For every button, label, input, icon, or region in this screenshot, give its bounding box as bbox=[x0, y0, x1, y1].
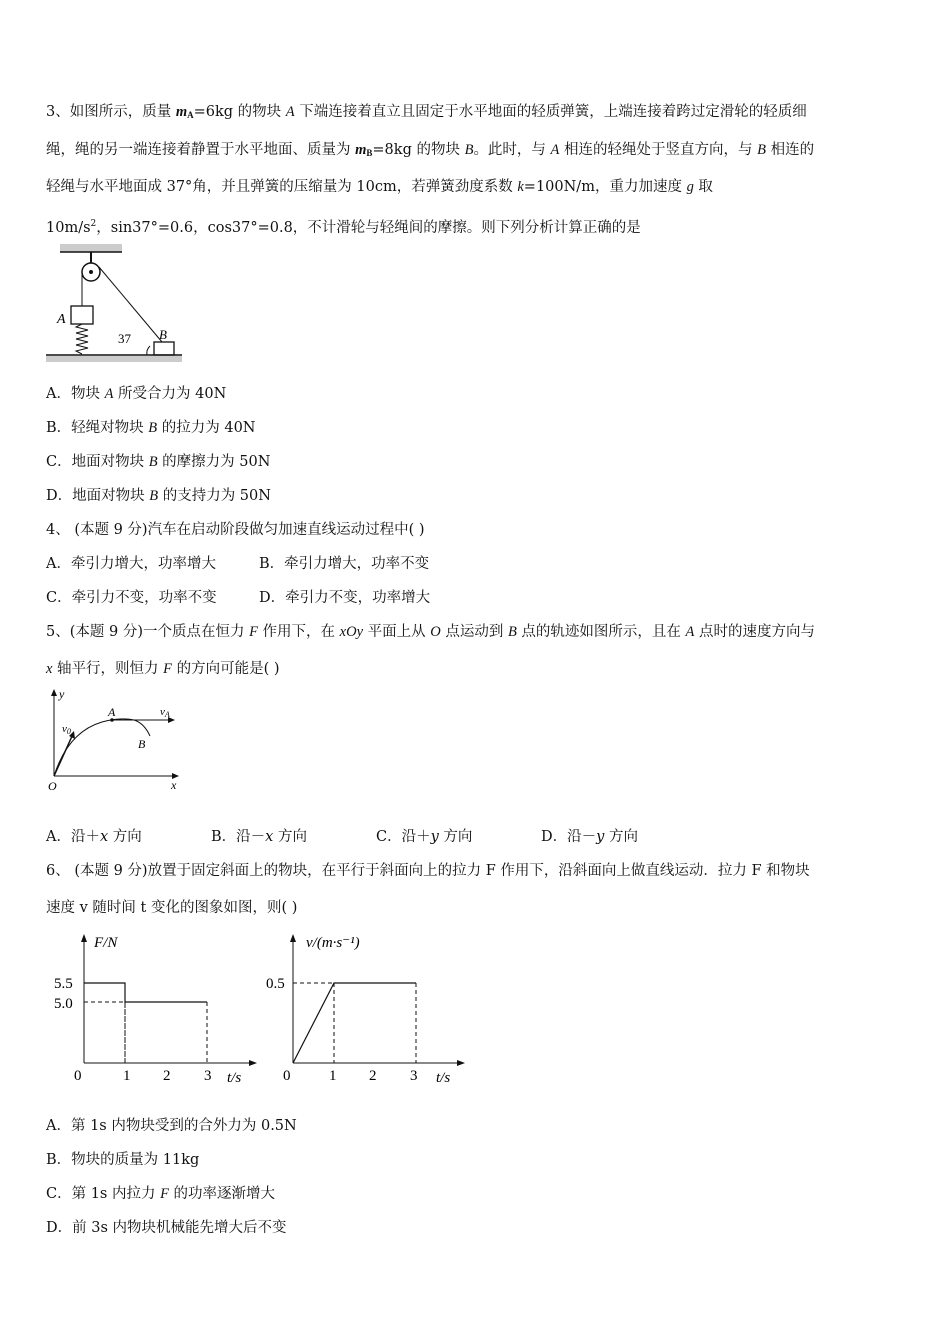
q3-option-b[interactable]: B．轻绳对物块 B 的拉力为 40N bbox=[46, 420, 256, 436]
q6-stem-line1: 6、 (本题 9 分)放置于固定斜面上的物块，在平行于斜面向上的拉力 F 作用下，沿斜面向上做直线运动．拉力 F 和物块 bbox=[46, 863, 810, 879]
block-a-label: A bbox=[57, 312, 66, 327]
ground bbox=[46, 355, 182, 362]
f-chart-ytick-0: 5.5 bbox=[54, 976, 73, 992]
q6-option-c[interactable]: C．第 1s 内拉力 F 的功率逐渐增大 bbox=[46, 1186, 276, 1202]
f-chart-xtick-3: 3 bbox=[204, 1068, 212, 1084]
q6-option-a[interactable]: A．第 1s 内物块受到的合外力为 0.5N bbox=[46, 1118, 297, 1134]
q4-stem: 4、 (本题 9 分)汽车在启动阶段做匀加速直线运动过程中( ) bbox=[46, 522, 425, 538]
q5-stem-line2: x 轴平行，则恒力 F 的方向可能是( ) bbox=[46, 661, 280, 677]
f-chart-series-line bbox=[84, 983, 207, 1002]
q3-stem-line3: 轻绳与水平地面成 37°角，并且弹簧的压缩量为 10cm，若弹簧劲度系数 k=100N/m，重力加速度 g 取 bbox=[46, 179, 713, 195]
v-chart-xtick-1: 1 bbox=[329, 1068, 337, 1084]
point-a-label: A bbox=[108, 705, 116, 719]
q4-option-b[interactable]: B．牵引力增大，功率不变 bbox=[259, 556, 430, 572]
f-chart-xtick-2: 2 bbox=[163, 1068, 171, 1084]
q3-figure bbox=[44, 242, 184, 370]
block-b bbox=[154, 342, 174, 355]
force-time-chart bbox=[44, 928, 264, 1088]
v-chart-xtick-0: 0 bbox=[283, 1068, 291, 1084]
velocity-time-chart bbox=[262, 928, 472, 1088]
v-chart-x-label: t/s bbox=[436, 1070, 451, 1086]
q3-option-a[interactable]: A．物块 A 所受合力为 40N bbox=[46, 386, 227, 402]
f-chart-ytick-1: 5.0 bbox=[54, 996, 73, 1012]
block-b-label: B bbox=[159, 327, 167, 342]
va-label: vA bbox=[160, 706, 170, 719]
f-chart-xtick-1: 1 bbox=[123, 1068, 131, 1084]
spring bbox=[76, 324, 88, 354]
point-b-label: B bbox=[138, 737, 146, 751]
v-chart-y-label: v/(m·s⁻¹) bbox=[306, 935, 360, 951]
f-chart-x-label: t/s bbox=[227, 1070, 242, 1086]
q3-stem-line2: 绳，绳的另一端连接着静置于水平地面、质量为 $m_B=8kg$ 的物块 B。此时，与 A 相连的轻绳处于竖直方向，与 B 相连的 bbox=[46, 142, 815, 158]
f-chart-xtick-0: 0 bbox=[74, 1068, 82, 1084]
q5-figure bbox=[44, 686, 189, 796]
q5-option-b[interactable]: B．沿－x 方向 bbox=[211, 829, 307, 845]
y-axis-label: y bbox=[59, 687, 65, 701]
q6-stem-line2: 速度 v 随时间 t 变化的图象如图，则( ) bbox=[46, 900, 298, 916]
x-axis-label: x bbox=[171, 778, 177, 792]
q6-option-b[interactable]: B．物块的质量为 11kg bbox=[46, 1152, 200, 1168]
origin-label: O bbox=[48, 779, 57, 793]
q5-stem-line1: 5、(本题 9 分)一个质点在恒力 F 作用下，在 xOy 平面上从 O 点运动到 B 点的轨迹如图所示，且在 A 点时的速度方向与 bbox=[46, 624, 815, 640]
q6-option-d[interactable]: D．前 3s 内物块机械能先增大后不变 bbox=[46, 1220, 287, 1236]
q4-option-a[interactable]: A．牵引力增大，功率增大 bbox=[46, 556, 216, 572]
ceiling bbox=[60, 244, 122, 252]
q5-option-a[interactable]: A．沿＋x 方向 bbox=[46, 829, 142, 845]
q4-option-d[interactable]: D．牵引力不变，功率增大 bbox=[259, 590, 431, 606]
v-chart-xtick-3: 3 bbox=[410, 1068, 418, 1084]
q5-option-c[interactable]: C．沿＋y 方向 bbox=[376, 829, 473, 845]
v0-arrow bbox=[54, 734, 73, 776]
q5-option-d[interactable]: D．沿－y 方向 bbox=[541, 829, 638, 845]
q3-option-c[interactable]: C．地面对物块 B 的摩擦力为 50N bbox=[46, 454, 271, 470]
v-chart-series-line bbox=[293, 983, 416, 1063]
q3-stem-line4: $10m/s^2$，sin37°=0.6，cos37°=0.8，不计滑轮与轻绳间的摩擦。则下列分析计算正确的是 bbox=[46, 219, 641, 236]
f-chart-y-label: F/N bbox=[94, 935, 118, 951]
v0-label: v0 bbox=[62, 723, 71, 736]
v-chart-xtick-2: 2 bbox=[369, 1068, 377, 1084]
q3-option-d[interactable]: D．地面对物块 B 的支持力为 50N bbox=[46, 488, 271, 504]
v-chart-ytick-0: 0.5 bbox=[266, 976, 285, 992]
q4-option-c[interactable]: C．牵引力不变，功率不变 bbox=[46, 590, 217, 606]
q3-stem-line1: 3、如图所示，质量 $m_A=6kg$ 的物块 A 下端连接着直立且固定于水平地面的轻质弹簧，上端连接着跨过定滑轮的轻质细 bbox=[46, 104, 807, 120]
angle-arc bbox=[147, 346, 150, 355]
block-a bbox=[71, 306, 93, 324]
angle-label: 37 bbox=[118, 331, 131, 346]
